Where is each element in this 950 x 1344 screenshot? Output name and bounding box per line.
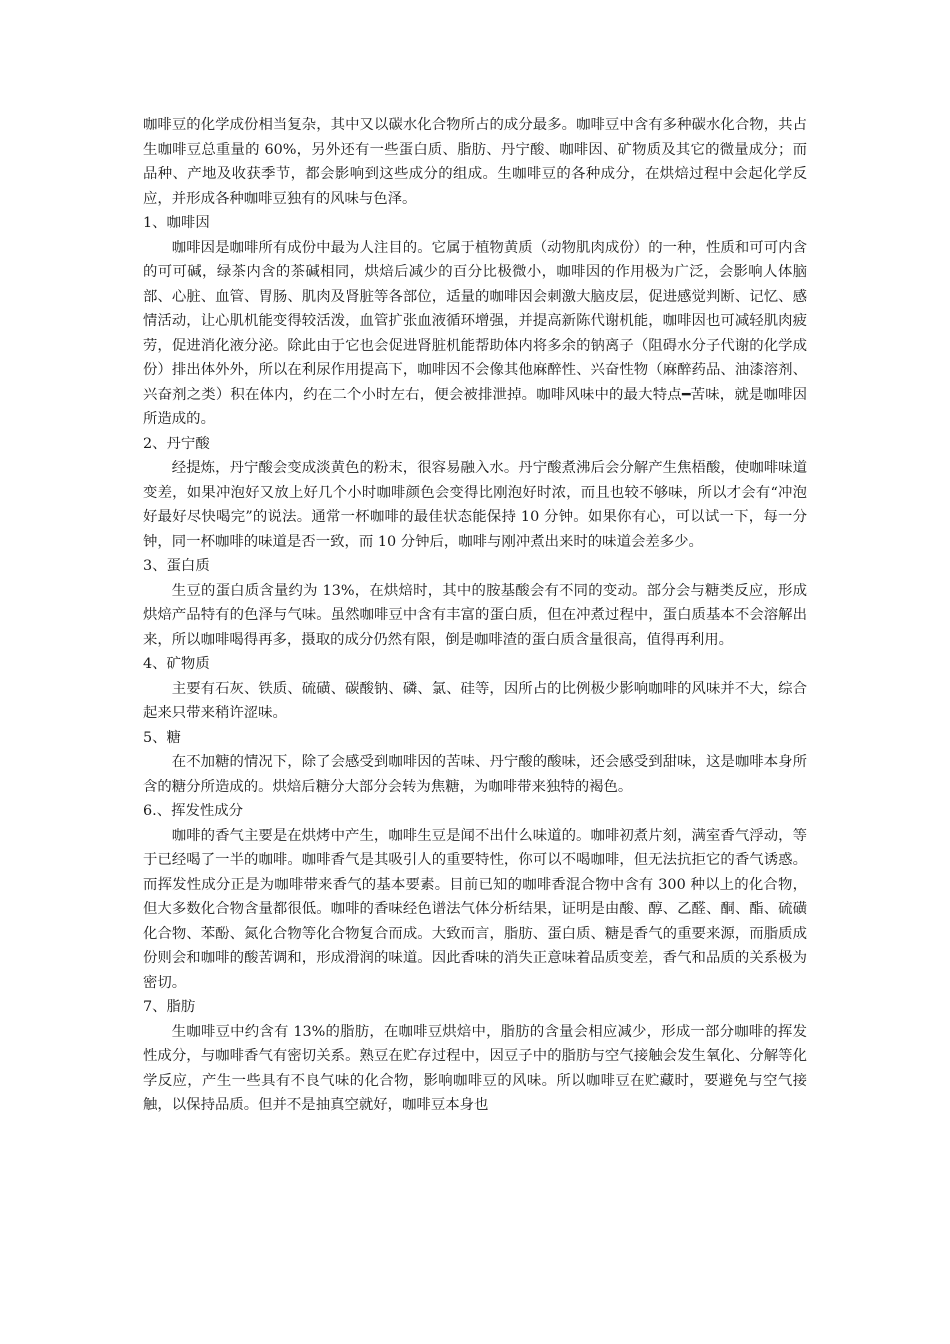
section-body-caffeine: 咖啡因是咖啡所有成份中最为人注目的。它属于植物黄质（动物肌肉成份）的一种，性质和可可内含的可可碱，绿茶内含的茶碱相同，烘焙后减少的百分比极微小，咖啡因的作用极为广泛，会影响人体脑部、心脏、血管、胃肠、肌肉及肾脏等各部位，适量的咖啡因会刺激大脑皮层，促进感觉判断、记忆、感情活动，让心肌机能变得较活泼，血管扩张血液循环增强，并提高新陈代谢机能，咖啡因也可减轻肌肉疲劳，促进消化液分泌。除此由于它也会促进肾脏机能帮助体内将多余的钠离子（阻碍水分子代谢的化学成份）排出体外外，所以在利尿作用提高下，咖啡因不会像其他麻醉性、兴奋性物（麻醉药品、油漆溶剂、兴奋剂之类）积在体内，约在二个小时左右，便会被排泄掉。咖啡风味中的最大特点━苦味，就是咖啡因所造成的。 (143, 239, 807, 427)
section-body-sugar: 在不加糖的情况下，除了会感受到咖啡因的苦味、丹宁酸的酸味，还会感受到甜味，这是咖啡本身所含的糖分所造成的。烘焙后糖分大部分会转为焦糖，为咖啡带来独特的褐色。 (143, 754, 807, 795)
section-heading-protein: 3、蛋白质 (143, 558, 210, 574)
section-body-volatiles: 咖啡的香气主要是在烘烤中产生，咖啡生豆是闻不出什么味道的。咖啡初煮片刻，满室香气浮动，等于已经喝了一半的咖啡。咖啡香气是其吸引人的重要特性，你可以不喝咖啡，但无法抗拒它的香气诱惑。而挥发性成分正是为咖啡带来香气的基本要素。目前已知的咖啡香混合物中含有 300 种以上的化合物，但大多数化合物含量都很低。咖啡的香味经色谱法气体分析结果，证明是由酸、醇、乙醛、酮、酯、硫磺化合物、苯酚、氮化合物等化合物复合而成。大致而言，脂肪、蛋白质、糖是香气的重要来源，而脂质成份则会和咖啡的酸苦调和，形成滑润的味道。因此香味的消失正意味着品质变差，香气和品质的关系极为密切。 (143, 827, 807, 991)
section-heading-sugar: 5、糖 (143, 729, 181, 746)
section-heading-fat: 7、脂肪 (143, 999, 196, 1015)
intro-paragraph: 咖啡豆的化学成份相当复杂，其中又以碳水化合物所占的成分最多。咖啡豆中含有多种碳水化合物，共占生咖啡豆总重量的 60%，另外还有一些蛋白质、脂肪、丹宁酸、咖啡因、矿物质及其它的微量成分；而品种、产地及收获季节，都会影响到这些成分的组成。生咖啡豆的各种成分，在烘焙过程中会起化学反应，并形成各种咖啡豆独有的风味与色泽。 (143, 117, 807, 207)
section-body-fat: 生咖啡豆中约含有 13%的脂肪，在咖啡豆烘焙中，脂肪的含量会相应减少，形成一部分咖啡的挥发性成分，与咖啡香气有密切关系。熟豆在贮存过程中，因豆子中的脂肪与空气接触会发生氧化、分解等化学反应，产生一些具有不良气味的化合物，影响咖啡豆的风味。所以咖啡豆在贮藏时，要避免与空气接触，以保持品质。但并不是抽真空就好，咖啡豆本身也 (143, 1023, 807, 1113)
section-heading-caffeine: 1、咖啡因 (143, 215, 210, 231)
section-heading-minerals: 4、矿物质 (143, 656, 210, 672)
section-body-tannic-acid: 经提炼，丹宁酸会变成淡黄色的粉末，很容易融入水。丹宁酸煮沸后会分解产生焦梧酸，使咖啡味道变差，如果冲泡好又放上好几个小时咖啡颜色会变得比刚泡好时浓，而且也较不够味，所以才会有“冲泡好最好尽快喝完”的说法。通常一杯咖啡的最佳状态能保持 10 分钟。如果你有心，可以试一下，每一分钟，同一杯咖啡的味道是否一致，而 10 分钟后，咖啡与刚冲煮出来时的味道会差多少。 (143, 460, 807, 550)
document-page (143, 113, 807, 1118)
section-body-protein: 生豆的蛋白质含量约为 13%，在烘焙时，其中的胺基酸会有不同的变动。部分会与糖类反应，形成烘焙产品特有的色泽与气味。虽然咖啡豆中含有丰富的蛋白质，但在冲煮过程中，蛋白质基本不会溶解出来，所以咖啡喝得再多，摄取的成分仍然有限，倒是咖啡渣的蛋白质含量很高，值得再利用。 (143, 582, 807, 648)
section-heading-volatiles: 6.、挥发性成分 (143, 803, 244, 819)
section-heading-tannic-acid: 2、丹宁酸 (143, 435, 210, 452)
section-body-minerals: 主要有石灰、铁质、硫磺、碳酸钠、磷、氯、硅等，因所占的比例极少影响咖啡的风味并不大，综合起来只带来稍许涩味。 (143, 680, 807, 721)
